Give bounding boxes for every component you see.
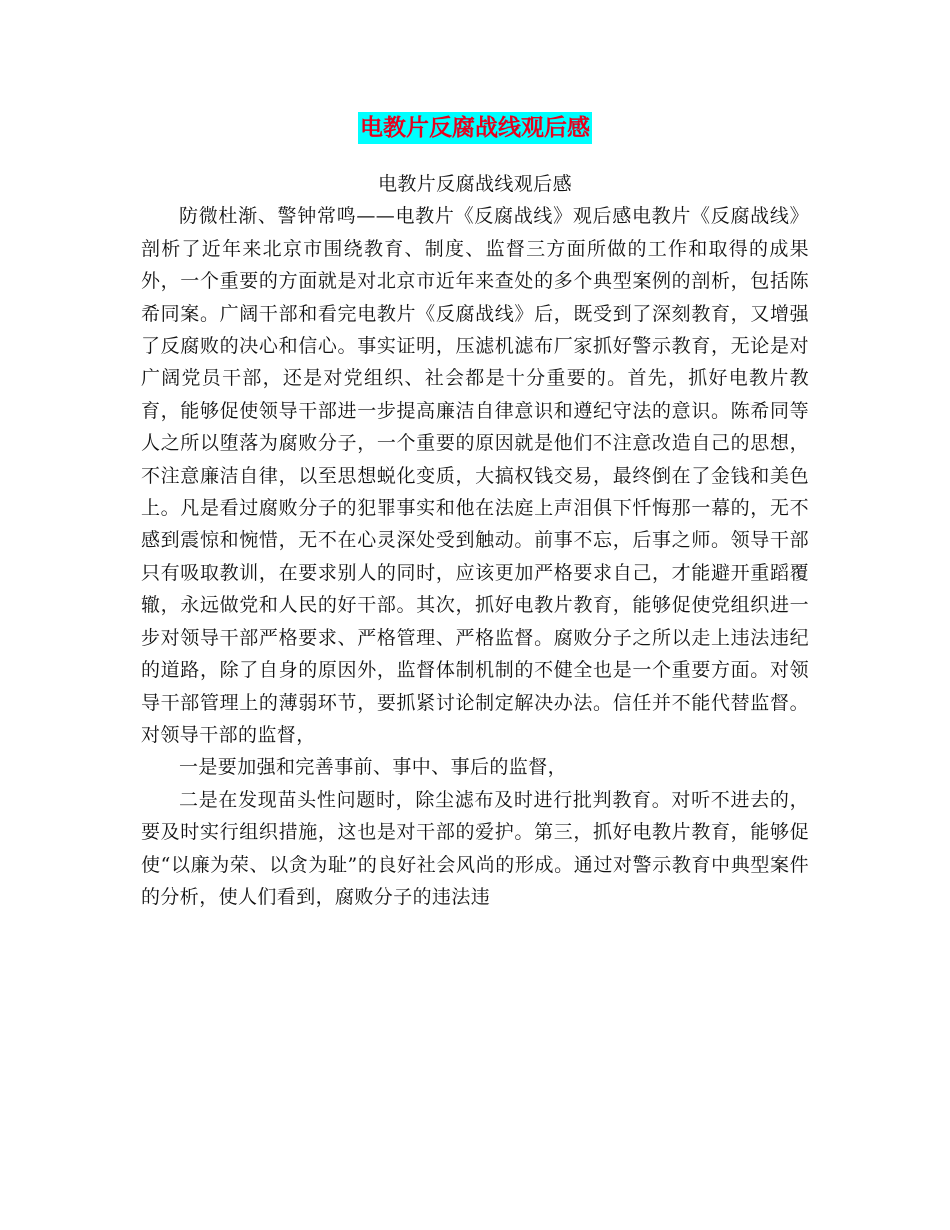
body-paragraph-1: 防微杜渐、警钟常鸣——电教片《反腐战线》观后感电教片《反腐战线》剖析了近年来北京市围绕教育、制度、监督三方面所做的工作和取得的成果外，一个重要的方面就是对北京市近年来查处的多个典型案例的剖析，包括陈希同案。广阔干部和看完电教片《反腐战线》后，既受到了深刻教育，又增强了反腐败的决心和信心。事实证明，压滤机滤布厂家抓好警示教育，无论是对广阔党员干部，还是对党组织、社会都是十分重要的。首先，抓好电教片教育，能够促使领导干部进一步提高廉洁自律意识和遵纪守法的意识。陈希同等人之所以堕落为腐败分子，一个重要的原因就是他们不注意改造自己的思想，不注意廉洁自律，以至思想蜕化变质，大搞权钱交易，最终倒在了金钱和美色上。凡是看过腐败分子的犯罪事实和他在法庭上声泪俱下忏悔那一幕的，无不感到震惊和惋惜，无不在心灵深处受到触动。前事不忘，后事之师。领导干部只有吸取教训，在要求别人的同时，应该更加严格要求自己，才能避开重蹈覆辙，永远做党和人民的好干部。其次，抓好电教片教育，能够促使党组织进一步对领导干部严格要求、严格管理、严格监督。腐败分子之所以走上违法违纪的道路，除了自身的原因外，监督体制机制的不健全也是一个重要方面。对领导干部管理上的薄弱环节，要抓紧讨论制定解决办法。信任并不能代替监督。对领导干部的监督， bbox=[141, 205, 809, 746]
document-body bbox=[141, 168, 809, 913]
document-title: 电教片反腐战线观后感 bbox=[358, 112, 592, 144]
document-subtitle: 电教片反腐战线观后感 bbox=[377, 173, 572, 195]
body-paragraph-3: 二是在发现苗头性问题时，除尘滤布及时进行批判教育。对听不进去的，要及时实行组织措施，这也是对干部的爱护。第三，抓好电教片教育，能够促使“以廉为荣、以贪为耻”的良好社会风尚的形成。通过对警示教育中典型案件的分析，使人们看到，腐败分子的违法违 bbox=[141, 788, 809, 908]
body-paragraph-2: 一是要加强和完善事前、事中、事后的监督， bbox=[179, 756, 568, 779]
title-wrap bbox=[0, 112, 950, 144]
